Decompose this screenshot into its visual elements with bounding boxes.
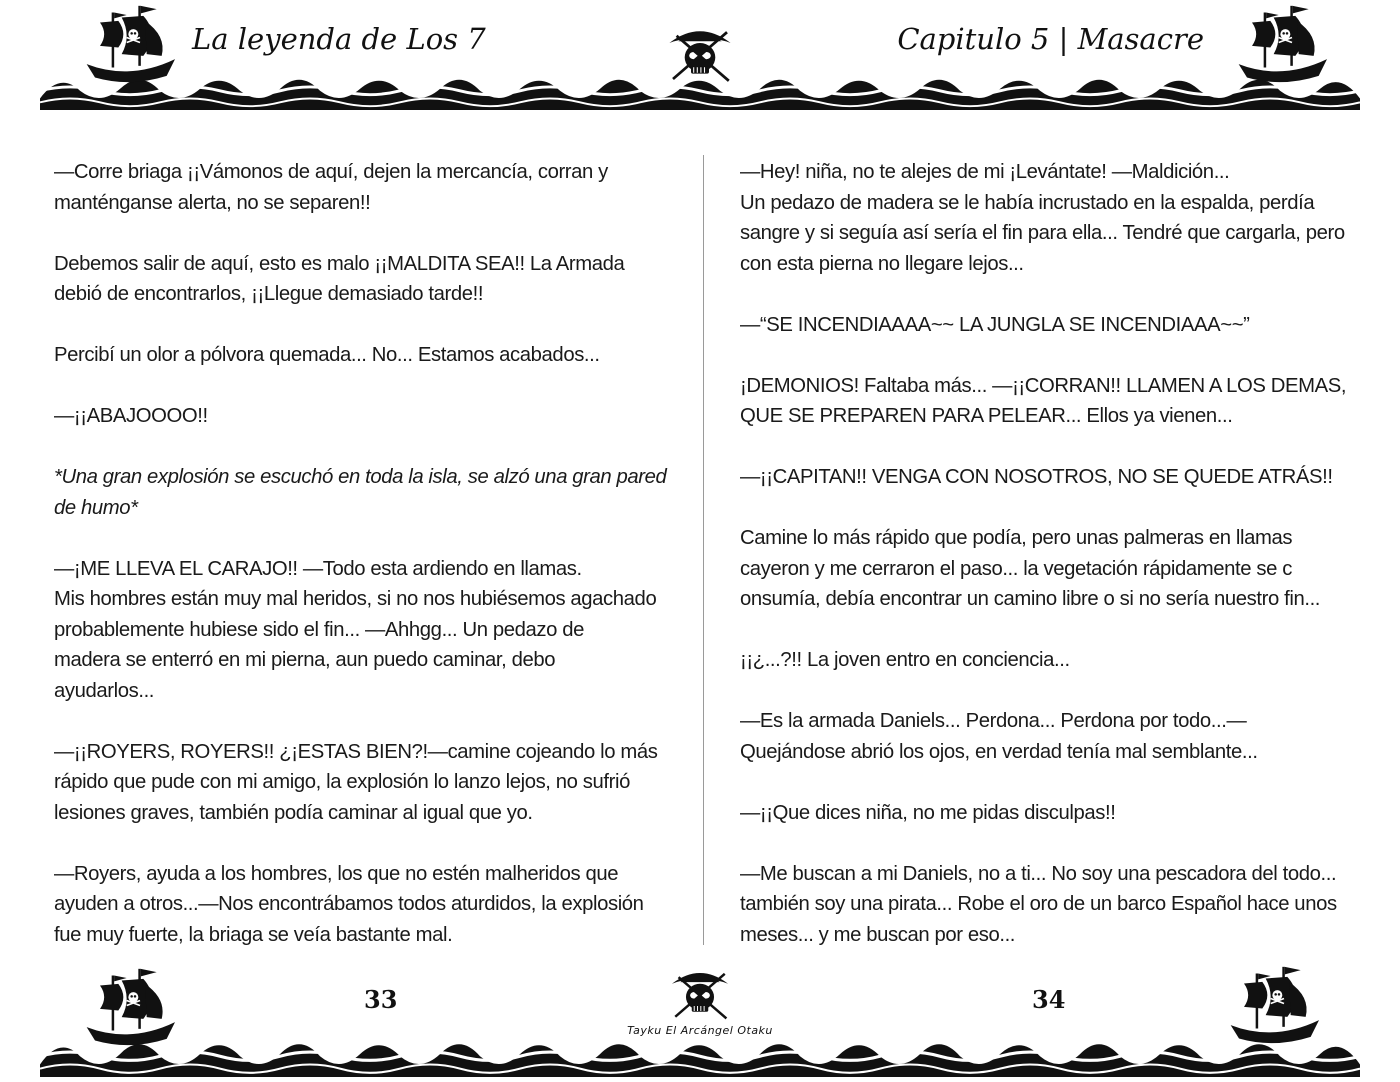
author-credit: Tayku El Arcángel Otaku: [627, 1024, 773, 1037]
paragraph: —¡¡ABAJOOOO!!: [54, 405, 208, 427]
paragraph: —“SE INCENDIAAAA~~ LA JUNGLA SE INCENDIAAA~~”: [740, 313, 1250, 336]
paragraph: Camine lo más rápido que podía, pero unas palmeras en llamas cayeron y me cerraron el paso... la vegetación rápidamente se c onsumía, debía encontrar un camino libre o si no sería nuestro fin...: [740, 527, 1321, 610]
paragraph: *Una gran explosión se escuchó en toda la isla, se alzó una gran pared de humo*: [54, 466, 667, 519]
paragraph: —¡¡Que dices niña, no me pidas disculpas!!: [740, 801, 1116, 824]
header-band: [0, 0, 1400, 120]
paragraph: Percibí un olor a pólvora quemada... No... Estamos acabados...: [54, 344, 600, 366]
paragraph: —¡ME LLEVA EL CARAJO!! —Todo esta ardiendo en llamas. Mis hombres están muy mal heridos, si no nos hubiésemos agachado probablemente hubiese sido el fin... —Ahhgg... Un pedazo de madera se enterró en mi pierna, aun puedo caminar, debo ayudarlos...: [54, 557, 657, 702]
paragraph: —Hey! niña, no te alejes de mi ¡Levántate! —Maldición... Un pedazo de madera se le había incrustado en la espalda, perdía sangre y si seguía así sería el fin para ella... Tendré que cargarla, pero con esta pierna no llegare lejos...: [740, 161, 1345, 275]
right-page-text: [740, 157, 1350, 981]
pirate-ship-icon: [87, 6, 175, 82]
paragraph: —¡¡ROYERS, ROYERS!! ¿¡ESTAS BIEN?!—camine cojeando lo más rápido que pude con mi amigo, la explosión lo lanzo lejos, no sufrió lesiones graves, también podía caminar al igual que yo.: [54, 740, 658, 824]
page-number-right: 34: [1032, 985, 1066, 1014]
paragraph: Debemos salir de aquí, esto es malo ¡¡MALDITA SEA!! La Armada debió de encontrarlos, ¡¡Llegue demasiado tarde!!: [54, 252, 625, 305]
chapter-title: Capitulo 5 | Masacre: [897, 22, 1204, 56]
paragraph: —Me buscan a mi Daniels, no a ti... No soy una pescadora del todo... también soy una pirata... Robe el oro de un barco Español hace unos meses... y me buscan por eso...: [740, 862, 1337, 946]
header-ornament: [0, 0, 1400, 120]
paragraph: ¡DEMONIOS! Faltaba más... —¡¡CORRAN!! LLAMEN A LOS DEMAS, QUE SE PREPAREN PARA PELEAR... Ellos ya vienen...: [740, 374, 1347, 427]
page-divider: [703, 155, 704, 945]
left-page-text: [54, 157, 674, 981]
footer-ornament: [0, 955, 1400, 1082]
book-title: La leyenda de Los 7: [192, 22, 486, 56]
pirate-ship-icon: [1231, 967, 1319, 1043]
paragraph: —Royers, ayuda a los hombres, los que no estén malheridos que ayuden a otros...—Nos encontrábamos todos aturdidos, la explosión fue muy fuerte, la briaga se veía bastante mal.: [54, 862, 644, 946]
pirate-skull-icon: [669, 31, 730, 81]
footer-band: [0, 955, 1400, 1082]
wave-ornament: [40, 80, 1360, 110]
paragraph: —Es la armada Daniels... Perdona... Perdona por todo...— Quejándose abrió los ojos, en verdad tenía mal semblante...: [740, 710, 1258, 763]
wave-ornament: [40, 1044, 1360, 1077]
paragraph: —¡¡CAPITAN!! VENGA CON NOSOTROS, NO SE QUEDE ATRÁS!!: [740, 466, 1333, 488]
paragraph: —Corre briaga ¡¡Vámonos de aquí, dejen la mercancía, corran y manténganse alerta, no se separen!!: [54, 161, 608, 214]
pirate-ship-icon: [87, 969, 175, 1045]
pirate-ship-icon: [1239, 6, 1327, 82]
paragraph: ¡¡¿...?!! La joven entro en conciencia...: [740, 649, 1070, 671]
pirate-skull-icon: [672, 973, 728, 1018]
page-number-left: 33: [364, 985, 398, 1014]
